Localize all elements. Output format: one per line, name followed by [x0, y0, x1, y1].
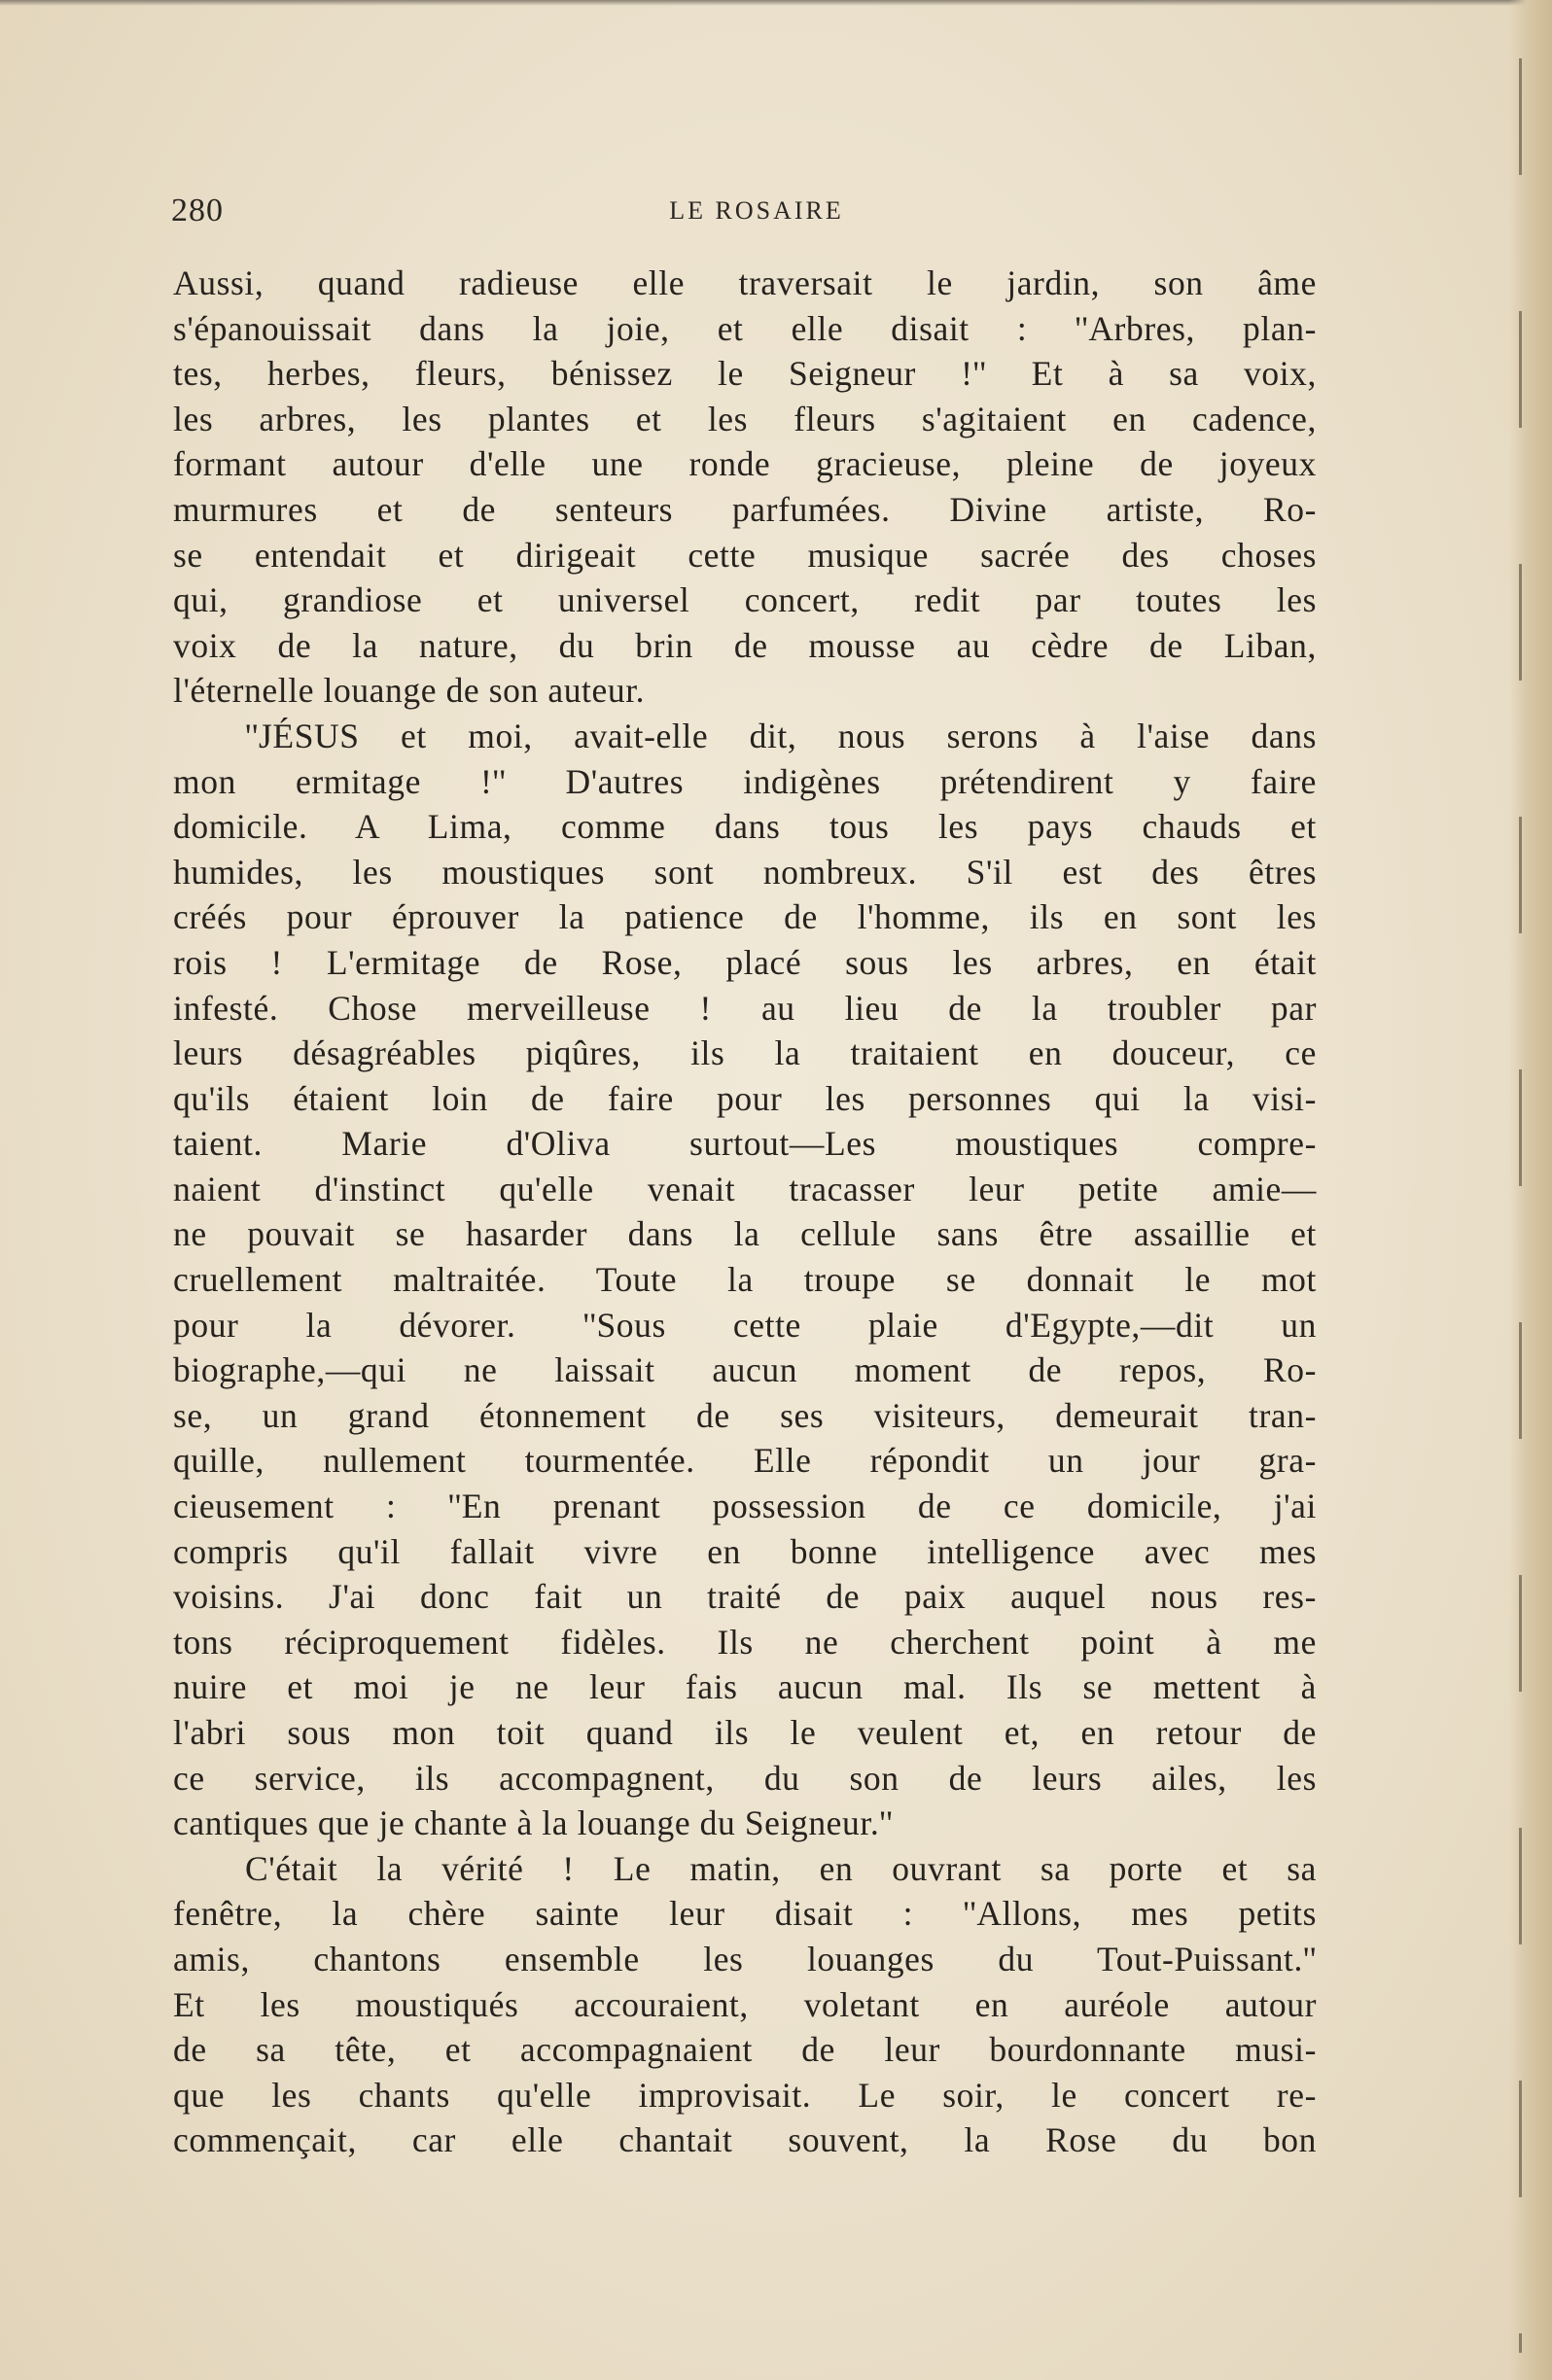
- text-line: mon ermitage !'' D'autres indigènes prétendirent y faire: [173, 761, 1317, 801]
- text-line: cruellement maltraitée. Toute la troupe se donnait le mot: [173, 1260, 1317, 1300]
- text-line: biographe,—qui ne laissait aucun moment de repos, Ro-: [173, 1350, 1317, 1390]
- text-line: que les chants qu'elle improvisait. Le soir, le concert re-: [173, 2075, 1317, 2115]
- text-line: pour la dévorer. ''Sous cette plaie d'Egypte,—dit un: [173, 1305, 1317, 1345]
- binding-shadow-line: [1519, 58, 1522, 2353]
- page-binding-edge: [1509, 0, 1552, 2380]
- text-line: qu'ils étaient loin de faire pour les personnes qui la visi-: [173, 1078, 1317, 1118]
- text-line: domicile. A Lima, comme dans tous les pays chauds et: [173, 807, 1317, 847]
- text-line: de sa tête, et accompagnaient de leur bourdonnante musi-: [173, 2030, 1317, 2070]
- running-head: LE ROSAIRE: [669, 196, 844, 225]
- text-line: compris qu'il fallait vivre en bonne intelligence avec mes: [173, 1531, 1317, 1571]
- text-line: formant autour d'elle une ronde gracieuse, pleine de joyeux: [173, 444, 1317, 484]
- page-top-edge: [0, 0, 1552, 6]
- text-line: leurs désagréables piqûres, ils la traitaient en douceur, ce: [173, 1033, 1317, 1073]
- text-line: taient. Marie d'Oliva surtout—Les moustiques compre-: [173, 1124, 1317, 1164]
- text-line: se entendait et dirigeait cette musique sacrée des choses: [173, 535, 1317, 575]
- text-line: commençait, car elle chantait souvent, la Rose du bon: [173, 2120, 1317, 2160]
- text-line: quille, nullement tourmentée. Elle répondit un jour gra-: [173, 1441, 1317, 1481]
- text-line: ce service, ils accompagnent, du son de leurs ailes, les: [173, 1758, 1317, 1798]
- text-line: cantiques que je chante à la louange du Seigneur.'': [173, 1803, 894, 1843]
- text-line: Aussi, quand radieuse elle traversait le jardin, son âme: [173, 263, 1317, 302]
- text-line: tons réciproquement fidèles. Ils ne cherchent point à me: [173, 1622, 1317, 1662]
- text-line: les arbres, les plantes et les fleurs s'agitaient en cadence,: [173, 399, 1317, 438]
- body-text: [173, 261, 1317, 2163]
- page-number: 280: [171, 192, 224, 228]
- page-header: [171, 192, 1323, 231]
- text-line: humides, les moustiques sont nombreux. S'il est des êtres: [173, 852, 1317, 892]
- text-line: ne pouvait se hasarder dans la cellule sans être assaillie et: [173, 1214, 1317, 1254]
- text-line: l'éternelle louange de son auteur.: [173, 671, 646, 711]
- text-line: fenêtre, la chère sainte leur disait : ''Allons, mes petits: [173, 1894, 1317, 1934]
- text-line: ''JÉSUS et moi, avait-elle dit, nous serons à l'aise dans: [245, 716, 1317, 755]
- text-line: tes, herbes, fleurs, bénissez le Seigneur !'' Et à sa voix,: [173, 354, 1317, 394]
- text-line: se, un grand étonnement de ses visiteurs, demeurait tran-: [173, 1395, 1317, 1435]
- text-line: C'était la vérité ! Le matin, en ouvrant sa porte et sa: [245, 1848, 1317, 1888]
- text-line: qui, grandiose et universel concert, redit par toutes les: [173, 580, 1317, 620]
- text-line: naient d'instinct qu'elle venait tracasser leur petite amie—: [173, 1169, 1317, 1208]
- text-line: voisins. J'ai donc fait un traité de paix auquel nous res-: [173, 1577, 1317, 1617]
- text-line: nuire et moi je ne leur fais aucun mal. Ils se mettent à: [173, 1667, 1317, 1707]
- text-line: voix de la nature, du brin de mousse au cèdre de Liban,: [173, 625, 1317, 665]
- text-line: l'abri sous mon toit quand ils le veulent et, en retour de: [173, 1713, 1317, 1752]
- text-line: Et les moustiqués accouraient, voletant en auréole autour: [173, 1984, 1317, 2024]
- text-line: cieusement : ''En prenant possession de ce domicile, j'ai: [173, 1487, 1317, 1526]
- text-line: rois ! L'ermitage de Rose, placé sous les arbres, en était: [173, 942, 1317, 982]
- text-line: amis, chantons ensemble les louanges du Tout-Puissant.'': [173, 1939, 1317, 1978]
- text-line: murmures et de senteurs parfumées. Divine artiste, Ro-: [173, 489, 1317, 529]
- text-line: infesté. Chose merveilleuse ! au lieu de la troubler par: [173, 988, 1317, 1028]
- text-line: s'épanouissait dans la joie, et elle disait : ''Arbres, plan-: [173, 308, 1317, 348]
- text-line: créés pour éprouver la patience de l'homme, ils en sont les: [173, 897, 1317, 937]
